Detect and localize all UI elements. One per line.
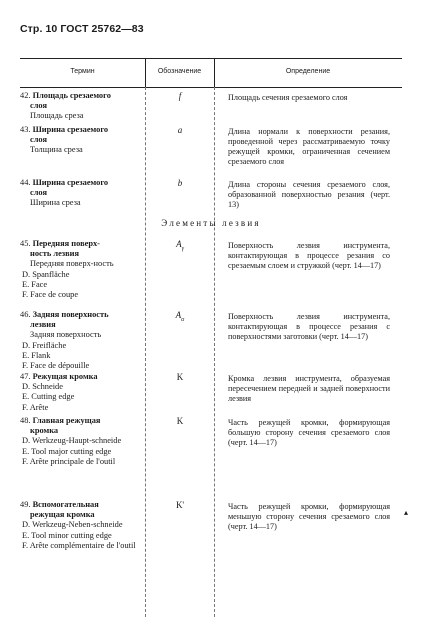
term-synonym: Толщина среза <box>30 145 83 155</box>
translation-fr: F. Arête principale de l'outil <box>22 456 116 466</box>
term-title: Задняя поверхность <box>32 310 109 319</box>
definition-47: Кромка лезвия инструмента, образуемая пересечением передней и задней поверхности лезвия <box>228 374 390 404</box>
translation-fr: F. Arête complémentaire de l'outil <box>22 540 136 550</box>
entry-number: 45. <box>20 239 31 248</box>
term-title: Ширина срезаемого <box>32 178 109 187</box>
term-entry-44 <box>20 178 138 209</box>
term-title: Ширина срезаемого <box>32 125 109 134</box>
symbol-base: A <box>176 239 182 249</box>
page-header: Стр. 10 ГОСТ 25762—83 <box>20 23 144 35</box>
term-title-cont: слоя <box>30 188 47 198</box>
symbol-base: A <box>175 310 182 320</box>
term-title: Площадь срезаемого <box>32 91 111 100</box>
translation-de: D. Schneide <box>22 382 63 392</box>
term-synonym: Площадь среза <box>30 111 84 121</box>
entry-number: 44. <box>20 178 31 187</box>
term-entry-48 <box>20 416 138 467</box>
definition-48: Часть режущей кромки, формирующая большую сторону сечения срезаемого слоя (черт. 14—17) <box>228 418 390 448</box>
column-header-definition: Определение <box>285 68 331 75</box>
term-entry-47 <box>20 372 138 413</box>
translation-en: E. Tool major cutting edge <box>22 446 112 456</box>
translation-en: E. Flank <box>22 350 51 360</box>
symbol-subscript: γ <box>181 245 184 252</box>
symbol-46 <box>160 310 200 323</box>
entry-number: 43. <box>20 125 31 134</box>
term-title-cont: слоя <box>30 135 47 145</box>
translation-en: E. Tool minor cutting edge <box>22 530 112 540</box>
symbol-45 <box>160 239 200 252</box>
symbol-47: K <box>176 372 184 382</box>
entry-number: 46. <box>20 310 31 319</box>
definition-49: Часть режущей кромки, формирующая меньшую сторону сечения срезаемого слоя (черт. 14—17) <box>228 502 390 532</box>
definition-42: Площадь сечения срезаемого слоя <box>228 93 348 102</box>
symbol-43: a <box>177 125 183 135</box>
translation-fr: F. Face de coupe <box>22 290 79 300</box>
term-synonym: Передняя поверх-ность <box>30 259 114 269</box>
term-entry-49 <box>20 500 138 551</box>
symbol-48: K <box>176 416 184 426</box>
column-divider-2-body <box>214 87 215 617</box>
term-title-cont: кромка <box>30 426 59 436</box>
entry-number: 49. <box>20 500 31 509</box>
translation-de: D. Werkzeug-Haupt-schneide <box>22 436 122 446</box>
entry-number: 47. <box>20 372 31 381</box>
definition-43: Длина нормали к поверхности резания, проведенной через рассматриваемую точку режущей кромки, ограниченная сечением срезаемого слоя <box>228 127 390 167</box>
column-divider-1-body <box>145 87 146 617</box>
column-header-symbol: Обозначение <box>157 68 202 75</box>
margin-mark: ▴ <box>404 508 409 517</box>
term-title-cont: ность лезвия <box>30 249 80 259</box>
definition-46: Поверхность лезвия инструмента, контактирующая в процессе резания с поверхностями заготовки (черт. 14—17) <box>228 312 390 342</box>
translation-en: E. Cutting edge <box>22 392 75 402</box>
symbol-subscript: α <box>181 316 185 323</box>
term-title: Режущая кромка <box>32 372 98 381</box>
term-title: Передняя поверх- <box>32 239 100 248</box>
entry-number: 42. <box>20 91 31 100</box>
translation-de: D. Freifläche <box>22 340 67 350</box>
term-synonym: Задняя поверхность <box>30 330 102 340</box>
translation-fr: F. Arête <box>22 402 49 412</box>
term-entry-45 <box>20 239 138 300</box>
term-title-cont: слоя <box>30 101 47 111</box>
translation-en: E. Face <box>22 279 48 289</box>
table-header-rule <box>20 87 402 88</box>
term-entry-43 <box>20 125 138 156</box>
symbol-42: f <box>178 91 182 101</box>
definition-44: Длина стороны сечения срезаемого слоя, образованной поверхностью резания (черт. 13) <box>228 180 390 210</box>
symbol-49: K' <box>175 500 185 510</box>
symbol-44: b <box>177 178 183 188</box>
term-entry-46 <box>20 310 138 371</box>
definition-45: Поверхность лезвия инструмента, контактирующая в процессе резания со срезаемым слоем и стружкой (черт. 14—17) <box>228 241 390 271</box>
section-title: Элементы лезвия <box>161 218 261 228</box>
column-header-term: Термин <box>70 68 95 75</box>
term-title: Вспомогательная <box>32 500 99 509</box>
term-title: Главная режущая <box>32 416 101 425</box>
term-entry-42 <box>20 91 138 122</box>
entry-number: 48. <box>20 416 31 425</box>
term-synonym: Ширина среза <box>30 198 81 208</box>
table-top-rule <box>20 58 402 59</box>
term-title-cont: лезвия <box>30 320 56 330</box>
translation-fr: F. Face de dépouille <box>22 361 90 371</box>
translation-de: D. Spanfläche <box>22 269 70 279</box>
translation-de: D. Werkzeug-Neben-schneide <box>22 520 123 530</box>
term-title-cont: режущая кромка <box>30 510 95 520</box>
